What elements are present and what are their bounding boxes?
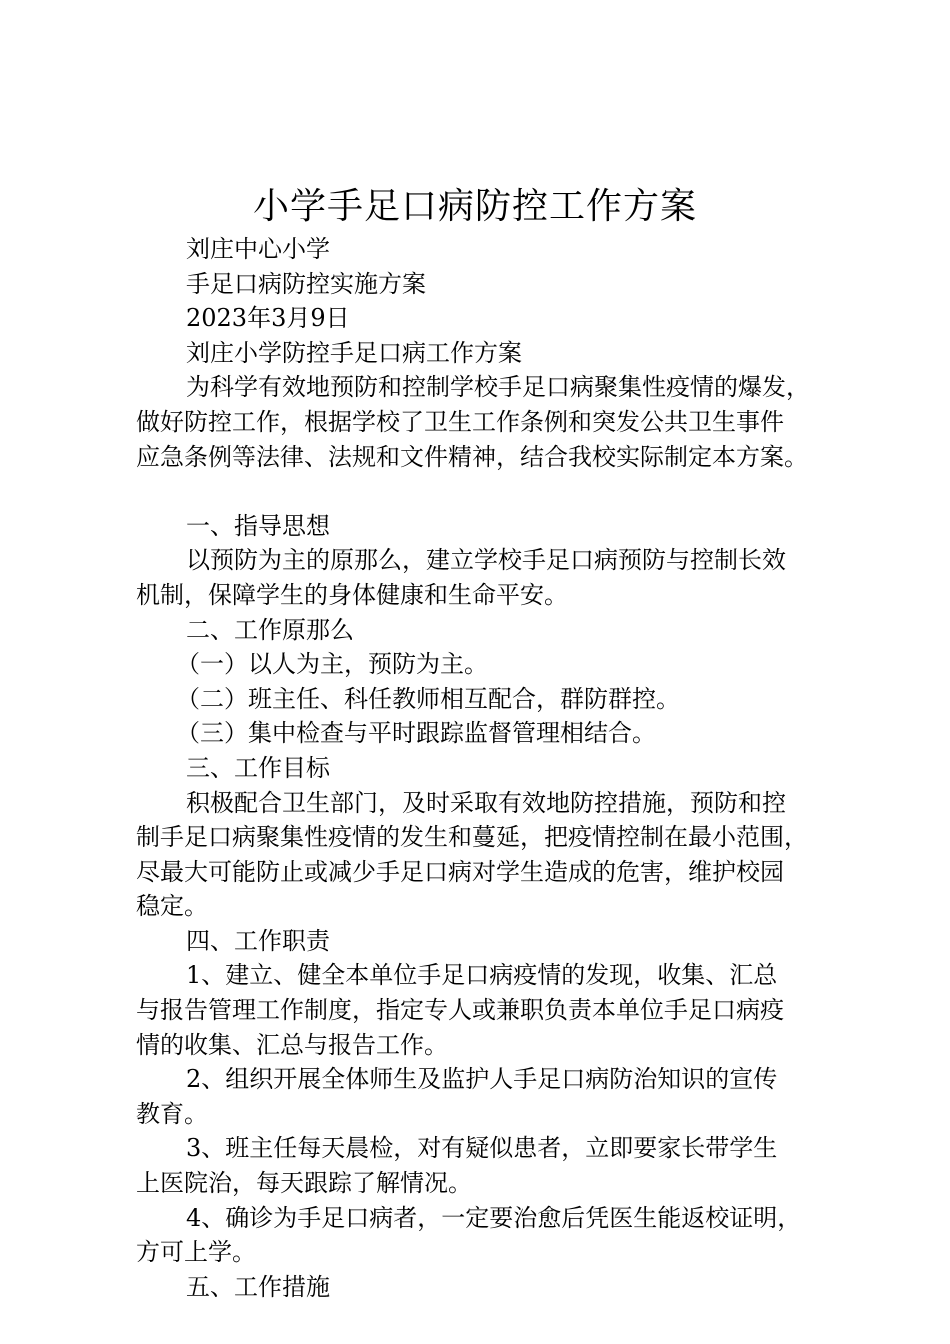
paragraph-line: 2、组织开展全体师生及监护人手足口病防治知识的宣传 — [186, 1065, 778, 1094]
paragraph-line: 三、工作目标 — [186, 753, 330, 782]
paragraph-line: 一、指导思想 — [186, 511, 330, 540]
paragraph-line: 手足口病防控实施方案 — [186, 269, 426, 298]
paragraph-line: （三）集中检查与平时跟踪监督管理相结合。 — [176, 719, 656, 748]
paragraph-line: 尽最大可能防止或减少手足口病对学生造成的危害，维护校园 — [136, 857, 784, 886]
paragraph-line: 稳定。 — [136, 892, 208, 921]
paragraph-line: 制手足口病聚集性疫情的发生和蔓延，把疫情控制在最小范围， — [136, 823, 808, 852]
paragraph-line: 四、工作职责 — [186, 926, 330, 955]
paragraph-line: 五、工作措施 — [186, 1272, 330, 1301]
document-title: 小学手足口病防控工作方案 — [252, 186, 697, 227]
paragraph-line: （一）以人为主，预防为主。 — [176, 650, 488, 679]
paragraph-line: 3、班主任每天晨检，对有疑似患者，立即要家长带学生 — [186, 1134, 778, 1163]
paragraph-line: 1、建立、健全本单位手足口病疫情的发现，收集、汇总 — [186, 961, 778, 990]
paragraph-line: 为科学有效地预防和控制学校手足口病聚集性疫情的爆发， — [186, 373, 810, 402]
paragraph-line: （二）班主任、科任教师相互配合，群防群控。 — [176, 684, 680, 713]
paragraph-line: 刘庄中心小学 — [186, 235, 330, 263]
paragraph-line: 方可上学。 — [136, 1238, 256, 1267]
document-body — [136, 232, 836, 1304]
paragraph-line: 积极配合卫生部门，及时采取有效地防控措施，预防和控 — [186, 788, 786, 817]
paragraph-line: 应急条例等法律、法规和文件精神，结合我校实际制定本方案。 — [136, 442, 808, 471]
paragraph-line: 刘庄小学防控手足口病工作方案 — [186, 338, 522, 367]
paragraph-line: 4、确诊为手足口病者，一定要治愈后凭医生能返校证明， — [186, 1203, 802, 1232]
paragraph-line: 以预防为主的原那么，建立学校手足口病预防与控制长效 — [186, 546, 786, 575]
paragraph-line: 机制，保障学生的身体健康和生命平安。 — [136, 580, 568, 609]
paragraph-line: 上医院治，每天跟踪了解情况。 — [136, 1169, 472, 1198]
blank-line — [136, 474, 836, 509]
paragraph-line: 情的收集、汇总与报告工作。 — [136, 1030, 448, 1059]
paragraph-line: 与报告管理工作制度，指定专人或兼职负责本单位手足口病疫 — [136, 996, 784, 1025]
paragraph-line: 做好防控工作，根据学校了卫生工作条例和突发公共卫生事件 — [136, 407, 784, 436]
paragraph-line: 2023年3月9日 — [186, 304, 350, 333]
paragraph-line: 二、工作原那么 — [186, 615, 354, 644]
paragraph-line: 教育。 — [136, 1099, 208, 1128]
